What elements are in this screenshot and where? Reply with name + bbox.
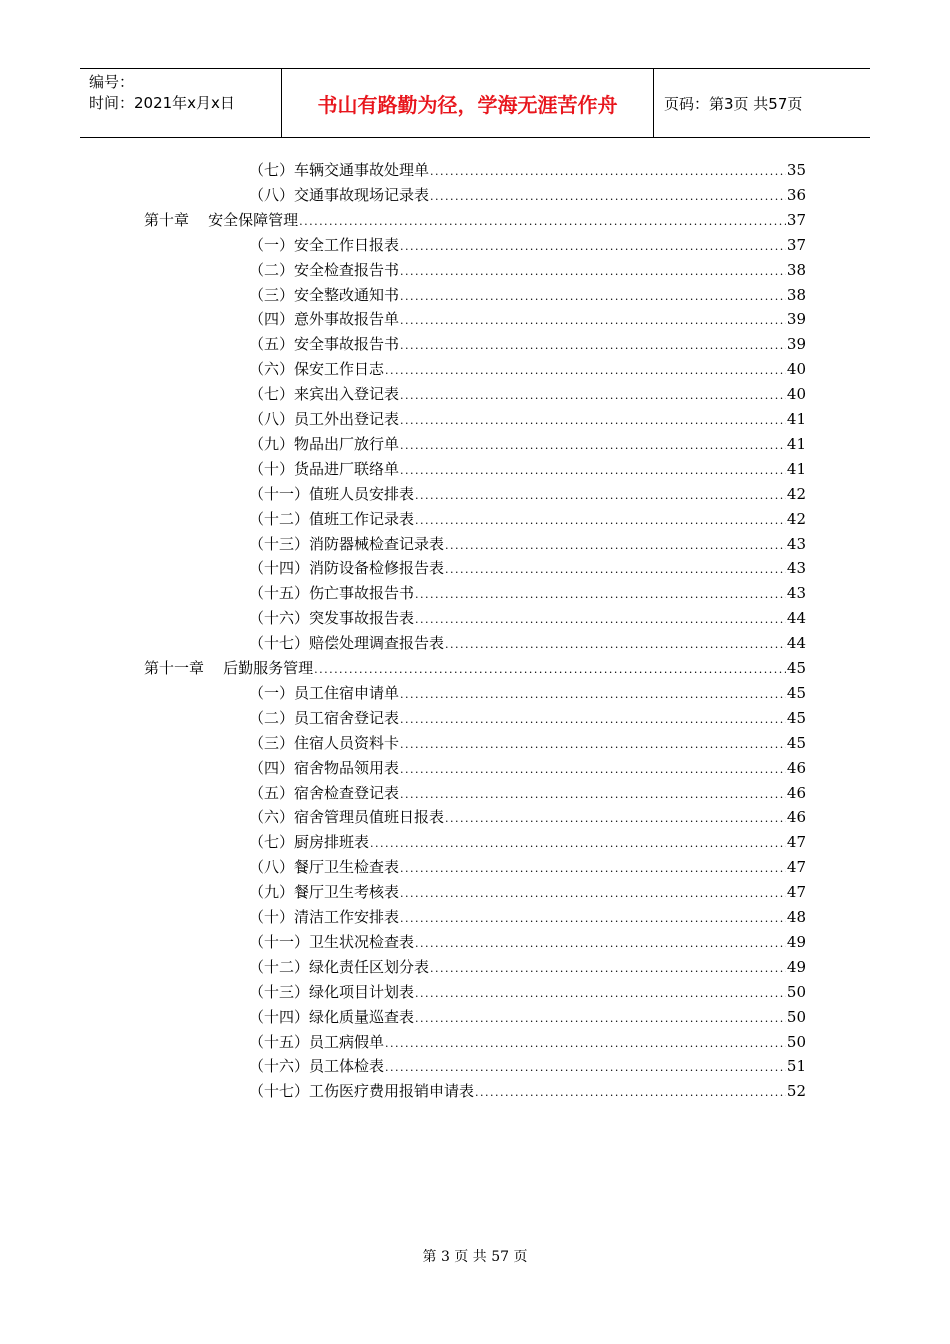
toc-dot-leader [400,857,786,881]
toc-dot-leader [445,534,786,558]
toc-dot-leader [400,758,786,782]
header-meta-cell [80,69,281,137]
toc-entry-row[interactable] [249,332,806,356]
toc-dot-leader [415,583,786,607]
toc-page-number: 42 [786,509,806,528]
toc-entry-title: （十二）绿化责任区划分表 [249,957,430,976]
toc-dot-leader [400,907,786,931]
toc-entry-title: （九）餐厅卫生考核表 [249,883,400,902]
toc-chapter-row[interactable] [144,656,806,680]
toc-entry-row[interactable] [249,183,806,207]
toc-dot-leader [475,1081,786,1105]
toc-entry-title: （八）员工外出登记表 [249,410,400,428]
toc-page-number: 40 [786,360,806,379]
toc-dot-leader [430,185,786,209]
toc-dot-leader [430,957,786,981]
toc-entry-title: （二）员工宿舍登记表 [249,708,400,727]
toc-page-number: 51 [786,1057,806,1076]
toc-page-number: 39 [786,335,806,354]
header-motto-cell [281,69,654,137]
motto-text: 书山有路勤为径，学海无涯苦作舟 [317,92,618,117]
toc-entry-title: （十四）消防设备检修报告表 [249,559,445,578]
toc-dot-leader [400,434,786,458]
toc-entry-title: （十一）值班人员安排表 [249,484,415,503]
toc-entry-row[interactable] [249,382,806,406]
toc-dot-leader [400,783,786,807]
page-footer [0,1246,950,1266]
toc-entry-title: （十四）绿化质量巡查表 [249,1007,415,1026]
toc-entry-title: （九）物品出厂放行单 [249,434,400,453]
toc-page-number: 47 [786,833,806,852]
toc-entry-title: （十三）消防器械检查记录表 [249,534,445,553]
toc-entry-title: （十七）赔偿处理调查报告表 [249,634,445,653]
toc-entry-title: （二）安全检查报告书 [249,260,400,279]
toc-page-number: 47 [786,883,806,902]
toc-entry-title: （十一）卫生状况检查表 [249,932,415,951]
toc-entry-row[interactable] [249,1030,806,1054]
toc-entry-title: （十三）绿化项目计划表 [249,982,415,1001]
toc-entry-row[interactable] [249,756,806,780]
toc-dot-leader [445,807,786,831]
toc-dot-leader [400,384,786,408]
toc-page-number: 42 [786,484,806,503]
toc-dot-leader [400,708,786,732]
toc-page-number: 44 [786,634,806,653]
toc-entry-title: （六）保安工作日志 [249,360,385,379]
toc-page-number: 46 [786,808,806,827]
toc-entry-row[interactable] [249,482,806,506]
toc-page-number: 41 [786,410,806,428]
toc-dot-leader [400,733,786,757]
document-header [80,68,870,138]
footer-page-number: 第 3 页 共 57 页 [422,1249,528,1265]
toc-entry-title: （六）宿舍管理员值班日报表 [249,808,445,827]
toc-page-number: 43 [786,559,806,578]
toc-entry-title: （八）交通事故现场记录表 [249,185,430,204]
toc-entry-title: （三）安全整改通知书 [249,285,400,304]
toc-entry-row[interactable] [249,805,806,829]
toc-entry-row[interactable] [249,581,806,605]
toc-dot-leader [385,359,786,383]
toc-page-number: 35 [786,161,806,179]
toc-entry-title: （十五）伤亡事故报告书 [249,584,415,603]
toc-entry-row[interactable] [249,457,806,481]
toc-page-number: 46 [786,758,806,777]
toc-entry-title: （四）宿舍物品领用表 [249,758,400,777]
toc-entry-row[interactable] [249,1079,806,1103]
time-label: 时间：2021年x月x日 [89,94,235,112]
toc-page-number: 45 [786,733,806,752]
toc-page-number: 50 [786,1007,806,1026]
toc-page-number: 50 [786,1032,806,1051]
toc-entry-title: （七）厨房排班表 [249,833,370,852]
toc-entry-row[interactable] [249,532,806,556]
toc-entry-row[interactable] [249,407,806,431]
toc-entry-title: （一）安全工作日报表 [249,235,400,254]
toc-page-number: 36 [786,185,806,204]
toc-entry-title: （三）住宿人员资料卡 [249,733,400,752]
toc-dot-leader [400,882,786,906]
toc-entry-title: （十六）突发事故报告表 [249,609,415,628]
toc-entry-row[interactable] [249,357,806,381]
toc-entry-row[interactable] [249,905,806,929]
toc-page-number: 45 [786,659,806,677]
toc-entry-row[interactable] [249,556,806,580]
toc-entry-row[interactable] [249,1054,806,1078]
toc-dot-leader [415,982,786,1006]
toc-dot-leader [370,832,786,856]
toc-entry-row[interactable] [249,606,806,630]
toc-dot-leader [400,285,786,309]
toc-page-number: 47 [786,858,806,877]
toc-dot-leader [430,160,786,184]
toc-page-number: 50 [786,982,806,1001]
toc-page-number: 49 [786,932,806,951]
toc-entry-title: （十五）员工病假单 [249,1032,385,1051]
toc-entry-title: （一）员工住宿申请单 [249,683,400,702]
toc-chapter-row[interactable] [144,208,806,232]
toc-page-number: 43 [786,584,806,603]
toc-page-number: 40 [786,385,806,404]
toc-entry-row[interactable] [249,731,806,755]
toc-dot-leader [415,484,786,508]
toc-page-number: 37 [786,235,806,254]
toc-page-number: 39 [786,310,806,329]
toc-entry-row[interactable] [249,681,806,705]
toc-entry-title: （十）货品进厂联络单 [249,459,400,478]
toc-entry-title: （十二）值班工作记录表 [249,509,415,528]
toc-dot-leader [314,658,786,682]
toc-dot-leader [400,334,786,358]
toc-entry-title: （十七）工伤医疗费用报销申请表 [249,1082,475,1101]
toc-entry-row[interactable] [249,980,806,1004]
toc-entry-title: （七）来宾出入登记表 [249,385,400,404]
toc-dot-leader [445,558,786,582]
toc-entry-row[interactable] [249,283,806,307]
toc-page-number: 49 [786,957,806,976]
toc-entry-title: （四）意外事故报告单 [249,310,400,329]
toc-dot-leader [415,509,786,533]
toc-entry-row[interactable] [249,880,806,904]
header-page-cell [654,69,870,137]
toc-page-number: 52 [786,1082,806,1101]
toc-dot-leader [445,633,786,657]
toc-entry-row[interactable] [249,855,806,879]
toc-entry-row[interactable] [249,830,806,854]
toc-dot-leader [415,608,786,632]
toc-entry-row[interactable] [249,1005,806,1029]
toc-entry-row[interactable] [249,955,806,979]
toc-entry-row[interactable] [249,507,806,531]
toc-page-number: 41 [786,434,806,453]
toc-entry-row[interactable] [249,307,806,331]
toc-entry-row[interactable] [249,158,806,182]
toc-dot-leader [400,235,786,259]
toc-dot-leader [299,210,786,234]
toc-entry-row[interactable] [249,233,806,257]
toc-page-number: 41 [786,459,806,478]
toc-entry-row[interactable] [249,706,806,730]
toc-entry-row[interactable] [249,631,806,655]
toc-page-number: 46 [786,783,806,802]
toc-page-number: 43 [786,534,806,553]
toc-entry-title: 第十章 安全保障管理 [144,210,299,229]
toc-page-number: 37 [786,210,806,229]
toc-entry-row[interactable] [249,781,806,805]
toc-entry-title: （五）安全事故报告书 [249,335,400,354]
toc-entry-row[interactable] [249,432,806,456]
toc-dot-leader [400,309,786,333]
toc-entry-row[interactable] [249,930,806,954]
toc-page-number: 45 [786,708,806,727]
toc-dot-leader [415,1007,786,1031]
toc-dot-leader [415,932,786,956]
toc-page-number: 44 [786,609,806,628]
toc-entry-title: （十六）员工体检表 [249,1057,385,1076]
toc-entry-title: （七）车辆交通事故处理单 [249,161,430,179]
toc-page-number: 45 [786,683,806,702]
id-label: 编号： [89,73,135,91]
header-page-info: 页码：第3页 共57页 [664,94,803,113]
toc-dot-leader [385,1032,786,1056]
toc-dot-leader [400,459,786,483]
toc-entry-title: （十）清洁工作安排表 [249,908,400,926]
toc-page-number: 38 [786,285,806,304]
toc-entry-title: （八）餐厅卫生检查表 [249,858,400,877]
toc-entry-row[interactable] [249,258,806,282]
toc-dot-leader [400,683,786,707]
toc-dot-leader [400,409,786,433]
toc-page-number: 38 [786,260,806,279]
toc-page-number: 48 [786,908,806,926]
toc-entry-title: （五）宿舍检查登记表 [249,783,400,802]
toc-dot-leader [400,260,786,284]
toc-dot-leader [385,1056,786,1080]
toc-entry-title: 第十一章 后勤服务管理 [144,659,314,677]
